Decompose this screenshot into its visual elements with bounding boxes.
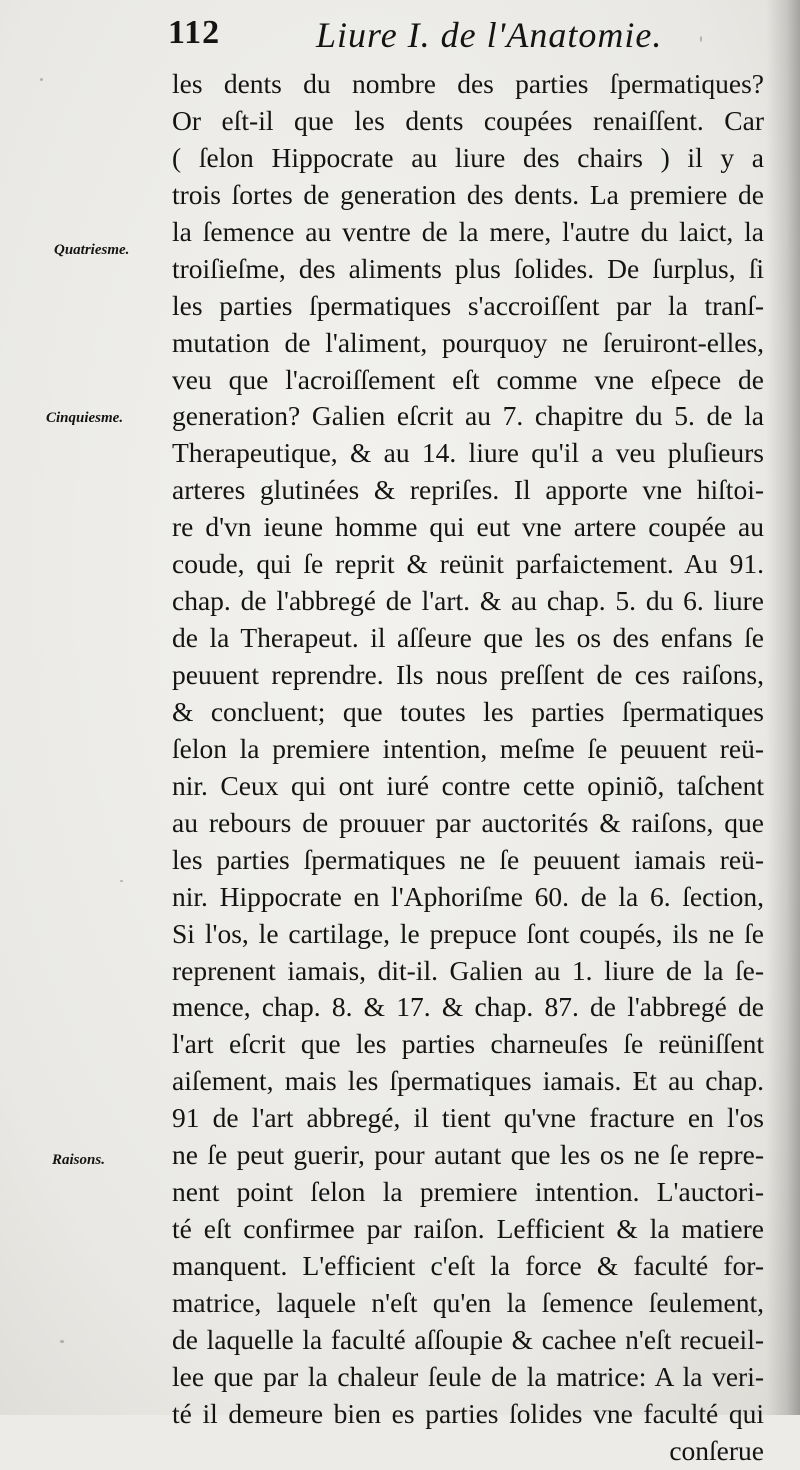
text-line: matrice, laquele n'eſt qu'en la ſemence ſeulement,: [172, 1286, 764, 1318]
text-line: peuuent reprendre. Ils nous preſſent de ces raiſons,: [172, 659, 764, 690]
page-number: 112: [168, 14, 221, 51]
text-line: & concluent; que toutes les parties ſpermatiques: [172, 695, 764, 727]
text-line: trois ſortes de generation des dents. La premiere de: [172, 178, 764, 210]
paper-speck: [40, 78, 43, 81]
page-header: [168, 10, 768, 62]
margin-note-raisons: Raisons.: [52, 1152, 105, 1168]
margin-note-cinquiesme: Cinquiesme.: [46, 410, 124, 426]
text-line: ſelon la premiere intention, meſme ſe peuuent reü-: [172, 732, 764, 764]
text-line: mence, chap. 8. & 17. & chap. 87. de l'abbregé de: [172, 991, 764, 1023]
catchword: conſerue: [669, 1434, 764, 1466]
text-line: manquent. L'efficient c'eſt la force & faculté for-: [172, 1250, 764, 1281]
text-line: nir. Hippocrate en l'Aphoriſme 60. de la 6. ſection,: [172, 880, 764, 912]
paper-speck: [60, 1340, 64, 1343]
paper-speck: [120, 880, 123, 882]
text-line: té eſt confirmee par raiſon. Lefficient & la matiere: [172, 1213, 764, 1245]
margin-note-quatriesme: Quatriesme.: [54, 242, 130, 258]
text-line: troiſieſme, des aliments plus ſolides. De ſurplus, ſi: [172, 252, 764, 284]
text-line: la ſemence au ventre de la mere, l'autre du laict, la: [172, 215, 764, 247]
running-title: Liure I. de l'Anatomie.: [316, 15, 663, 55]
gutter-shadow: [766, 0, 800, 1415]
body-text: [172, 66, 764, 1470]
text-line: té il demeure bien es parties ſolides vne faculté qui: [172, 1397, 764, 1429]
text-line: de la Therapeut. il aſſeure que les os des enfans ſe: [172, 622, 764, 654]
text-line: Or eſt-il que les dents coupées renaiſſent. Car: [172, 104, 764, 136]
text-line: de laquelle la faculté aſſoupie & cachee n'eſt recueil-: [172, 1323, 764, 1355]
text-line: au rebours de prouuer par auctorités & raiſons, que: [172, 806, 764, 838]
text-line: generation? Galien eſcrit au 7. chapitre du 5. de la: [172, 400, 764, 432]
text-line: Therapeutique, & au 14. liure qu'il a veu pluſieurs: [172, 437, 764, 469]
text-line: les parties ſpermatiques s'accroiſſent par la tranſ-: [172, 289, 764, 321]
text-line: lee que par la chaleur ſeule de la matrice: A la veri-: [172, 1360, 764, 1392]
text-line: 91 de l'art abbregé, il tient qu'vne fracture en l'os: [172, 1102, 764, 1134]
text-line: les dents du nombre des parties ſpermatiques?: [172, 68, 764, 99]
paper-speck: [700, 36, 702, 42]
text-line: reprenent iamais, dit-il. Galien au 1. liure de la ſe-: [172, 954, 764, 986]
text-line: veu que l'acroiſſement eſt comme vne eſpece de: [172, 363, 764, 395]
text-line: ne ſe peut guerir, pour autant que les os ne ſe repre-: [172, 1139, 764, 1171]
text-line: mutation de l'aliment, pourquoy ne ſeruiront-elles,: [172, 326, 764, 358]
text-line: aiſement, mais les ſpermatiques iamais. Et au chap.: [172, 1065, 764, 1097]
text-line: les parties ſpermatiques ne ſe peuuent iamais reü-: [172, 843, 764, 875]
text-line: nent point ſelon la premiere intention. L'auctori-: [172, 1176, 764, 1208]
text-line: l'art eſcrit que les parties charneuſes ſe reüniſſent: [172, 1028, 764, 1060]
text-line: re d'vn ieune homme qui eut vne artere coupée au: [172, 511, 764, 543]
text-line: arteres glutinées & repriſes. Il apporte vne hiſtoi-: [172, 474, 764, 506]
text-line: Si l'os, le cartilage, le prepuce ſont coupés, ils ne ſe: [172, 917, 764, 949]
text-line: chap. de l'abbregé de l'art. & au chap. 5. du 6. liure: [172, 585, 764, 617]
text-line: nir. Ceux qui ont iuré contre cette opiniõ, taſchent: [172, 769, 764, 801]
text-line: ( ſelon Hippocrate au liure des chairs ) il y a: [172, 141, 764, 173]
text-line: coude, qui ſe reprit & reünit parfaictement. Au 91.: [172, 548, 764, 580]
